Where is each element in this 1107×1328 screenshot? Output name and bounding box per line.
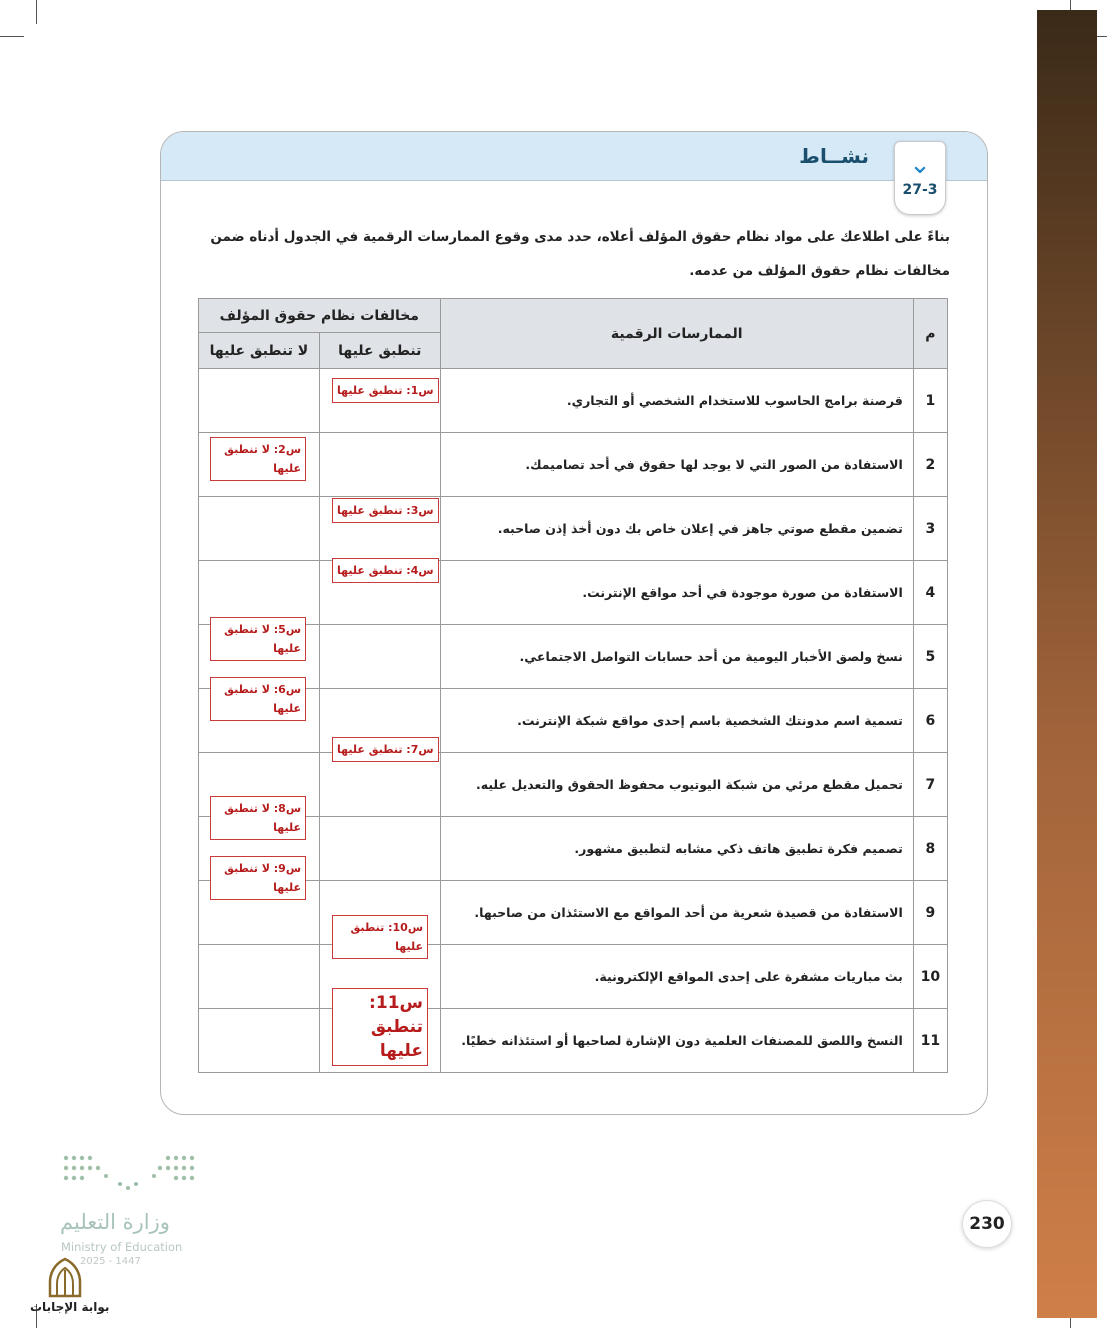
header-violations: مخالفات نظام حقوق المؤلف [199,299,441,333]
answer-stamp-not-applies: س5: لا تنطبق عليها [210,617,306,661]
applies-cell [319,817,440,881]
row-num: 1 [913,369,947,433]
row-num: 5 [913,625,947,689]
table-row [199,881,948,945]
table-row [199,433,948,497]
answer-stamp-not-applies: س6: لا تنطبق عليها [210,677,306,721]
table-row [199,369,948,433]
row-practice: تضمين مقطع صوتي جاهز في إعلان خاص بك دون أخذ إذن صاحبه. [440,497,913,561]
ministry-name-ar: وزارة التعليم [60,1210,170,1234]
table-row [199,689,948,753]
answer-stamp-applies: س7: تنطبق عليها [332,737,439,762]
applies-cell [319,433,440,497]
decorative-side-band [1037,10,1097,1318]
answer-stamp-applies: س11: تنطبق عليها [332,988,428,1066]
activity-icon: ⌄ [909,150,931,180]
row-practice: بث مباريات مشفرة على إحدى المواقع الإلكترونية. [440,945,913,1009]
row-num: 10 [913,945,947,1009]
applies-cell [319,625,440,689]
answer-stamp-applies: س1: تنطبق عليها [332,378,439,403]
table-row [199,1009,948,1073]
activity-code: 27-3 [902,182,938,198]
header-not-applies: لا تنطبق عليها [199,333,320,369]
row-practice: النسخ واللصق للمصنفات العلمية دون الإشارة لصاحبها أو استئذانه خطيًا. [440,1009,913,1073]
row-practice: الاستفادة من الصور التي لا يوجد لها حقوق في أحد تصاميمك. [440,433,913,497]
portal-logo-icon [44,1256,86,1300]
table-row [199,497,948,561]
row-practice: تسمية اسم مدونتك الشخصية باسم إحدى مواقع شبكة الإنترنت. [440,689,913,753]
header-num: م [913,299,947,369]
activity-badge [894,141,946,215]
table-row [199,753,948,817]
row-practice: الاستفادة من صورة موجودة في أحد مواقع الإنترنت. [440,561,913,625]
table-row [199,945,948,1009]
table-row [199,625,948,689]
activity-title: نشــاط [799,144,869,168]
not-applies-cell [199,561,320,625]
answer-stamp-applies: س3: تنطبق عليها [332,498,439,523]
row-num: 2 [913,433,947,497]
not-applies-cell [199,1009,320,1073]
not-applies-cell [199,945,320,1009]
row-practice: قرصنة برامج الحاسوب للاستخدام الشخصي أو التجاري. [440,369,913,433]
answer-stamp-not-applies: س2: لا تنطبق عليها [210,437,306,481]
answer-stamp-applies: س4: تنطبق عليها [332,558,439,583]
table-row [199,817,948,881]
table-row [199,561,948,625]
row-num: 6 [913,689,947,753]
ministry-logo-icon [60,1152,200,1202]
header-practice: الممارسات الرقمية [440,299,913,369]
row-practice: تحميل مقطع مرئي من شبكة اليوتيوب محفوظ الحقوق والتعديل عليه. [440,753,913,817]
practices-table [198,298,948,1073]
answer-stamp-not-applies: س9: لا تنطبق عليها [210,856,306,900]
row-num: 11 [913,1009,947,1073]
answer-stamp-applies: س10: تنطبق عليها [332,915,428,959]
crop-mark [36,0,37,24]
applies-cell [319,753,440,817]
answer-stamp-not-applies: س8: لا تنطبق عليها [210,796,306,840]
row-practice: الاستفادة من قصيدة شعرية من أحد المواقع مع الاستئذان من صاحبها. [440,881,913,945]
row-num: 9 [913,881,947,945]
activity-instruction: بناءً على اطلاعك على مواد نظام حقوق المؤلف أعلاه، حدد مدى وقوع الممارسات الرقمية في الجدول أدناه ضمن مخالفات نظام حقوق المؤلف من عدمه. [210,229,950,279]
not-applies-cell [199,497,320,561]
header-applies: تنطبق عليها [319,333,440,369]
crop-mark [0,36,24,37]
row-num: 3 [913,497,947,561]
portal-label: بوابة الإجابات [30,1300,110,1314]
ministry-name-en: Ministry of Education [61,1240,183,1254]
activity-header [161,132,987,181]
row-num: 7 [913,753,947,817]
row-num: 8 [913,817,947,881]
not-applies-cell [199,369,320,433]
row-num: 4 [913,561,947,625]
row-practice: نسخ ولصق الأخبار اليومية من أحد حسابات التواصل الاجتماعي. [440,625,913,689]
page-number: 230 [962,1200,1012,1248]
row-practice: تصميم فكرة تطبيق هاتف ذكي مشابه لتطبيق مشهور. [440,817,913,881]
ministry-year: 2025 - 1447 [80,1256,141,1267]
